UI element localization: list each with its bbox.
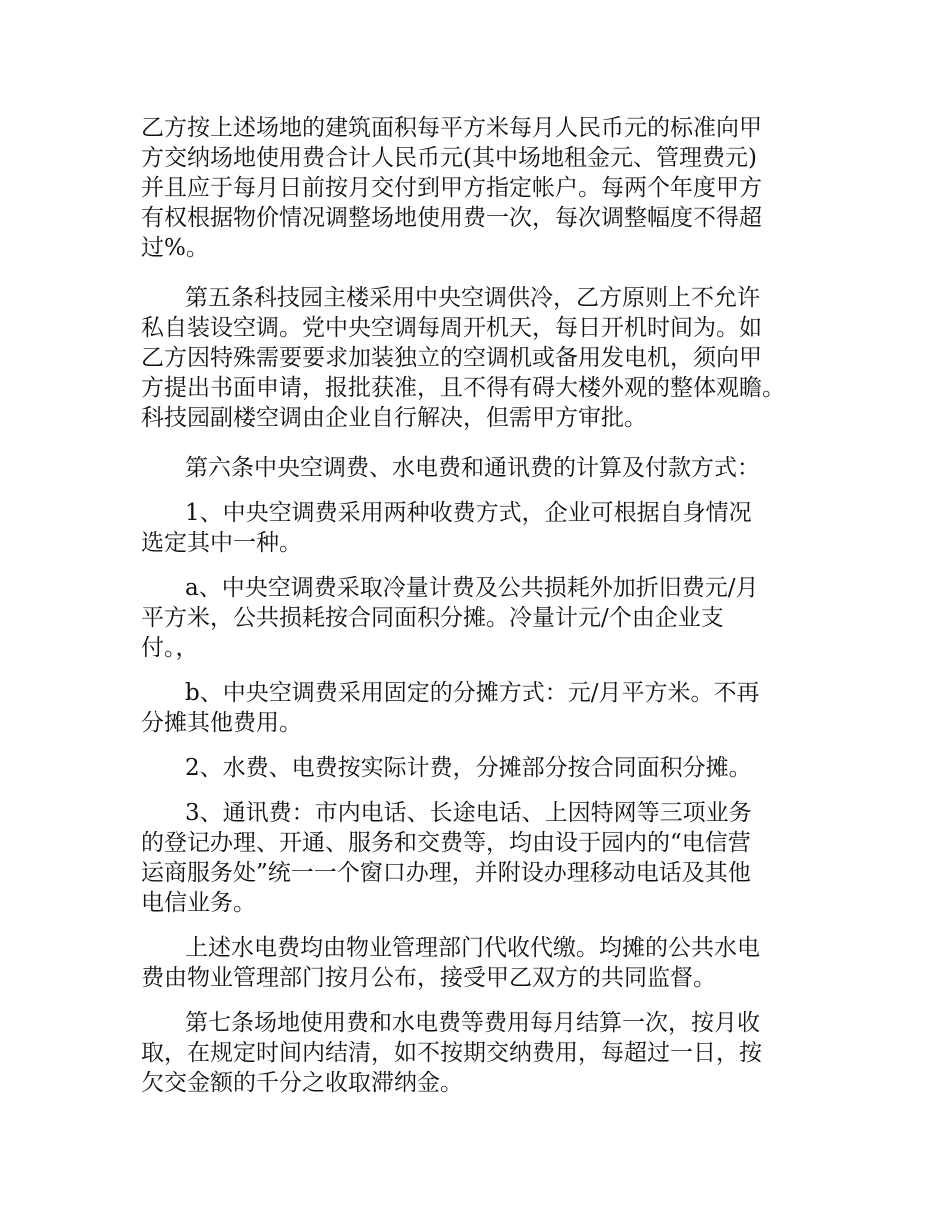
paragraph — [141, 498, 821, 558]
text-line: 过%。 — [141, 235, 209, 261]
text-line: 电信业务。 — [141, 890, 256, 916]
text-line: 3、通讯费：市内电话、长途电话、上因特网等三项业务 — [185, 800, 752, 826]
text-line: 运商服务处”统一一个窗口办理，并附设办理移动电话及其他 — [141, 860, 751, 886]
text-line: 费由物业管理部门按月公布，接受甲乙双方的共同监督。 — [141, 965, 716, 991]
paragraph — [141, 1008, 821, 1098]
text-line: 的登记办理、开通、服务和交费等，均由设于园内的“电信营 — [141, 830, 751, 856]
text-line: 取，在规定时间内结清，如不按期交纳费用，每超过一日，按 — [141, 1040, 762, 1066]
text-line: 乙方因特殊需要要求加装独立的空调机或备用发电机，须向甲 — [141, 345, 762, 371]
document-body — [141, 113, 821, 1113]
text-line: 2、水费、电费按实际计费，分摊部分按合同面积分摊。 — [185, 755, 752, 781]
text-line: 有权根据物价情况调整场地使用费一次，每次调整幅度不得超 — [141, 205, 762, 231]
text-line: 方提出书面申请，报批获准，且不得有碍大楼外观的整体观瞻。 — [141, 375, 785, 401]
text-line: 平方米，公共损耗按合同面积分摊。冷量计元/个由企业支 — [141, 605, 724, 631]
text-line: 第五条科技园主楼采用中央空调供冷，乙方原则上不允许 — [185, 285, 760, 311]
text-line: 1、中央空调费采用两种收费方式，企业可根据自身情况 — [185, 500, 752, 526]
paragraph — [141, 678, 821, 738]
paragraph — [141, 933, 821, 993]
text-line: 科技园副楼空调由企业自行解决，但需甲方审批。 — [141, 405, 647, 431]
paragraph — [141, 753, 821, 783]
paragraph — [141, 453, 821, 483]
paragraph — [141, 283, 821, 433]
text-line: 分摊其他费用。 — [141, 710, 302, 736]
text-line: a、中央空调费采取冷量计费及公共损耗外加折旧费元/月 — [185, 575, 759, 601]
text-line: 选定其中一种。 — [141, 530, 302, 556]
text-line: 上述水电费均由物业管理部门代收代缴。均摊的公共水电 — [185, 935, 760, 961]
text-line: b、中央空调费采用固定的分摊方式：元/月平方米。不再 — [185, 680, 760, 706]
text-line: 方交纳场地使用费合计人民币元(其中场地租金元、管理费元) — [141, 145, 757, 171]
text-line: 第六条中央空调费、水电费和通讯费的计算及付款方式： — [185, 455, 760, 481]
text-line: 私自装设空调。党中央空调每周开机天，每日开机时间为。如 — [141, 315, 762, 341]
text-line: 付。， — [141, 635, 199, 661]
text-line: 乙方按上述场地的建筑面积每平方米每月人民币元的标准向甲 — [141, 115, 762, 141]
paragraph — [141, 573, 821, 663]
text-line: 并且应于每月日前按月交付到甲方指定帐户。每两个年度甲方 — [141, 175, 762, 201]
text-line: 第七条场地使用费和水电费等费用每月结算一次，按月收 — [185, 1010, 760, 1036]
paragraph — [141, 798, 821, 918]
text-line: 欠交金额的千分之收取滞纳金。 — [141, 1070, 463, 1096]
paragraph — [141, 113, 821, 263]
